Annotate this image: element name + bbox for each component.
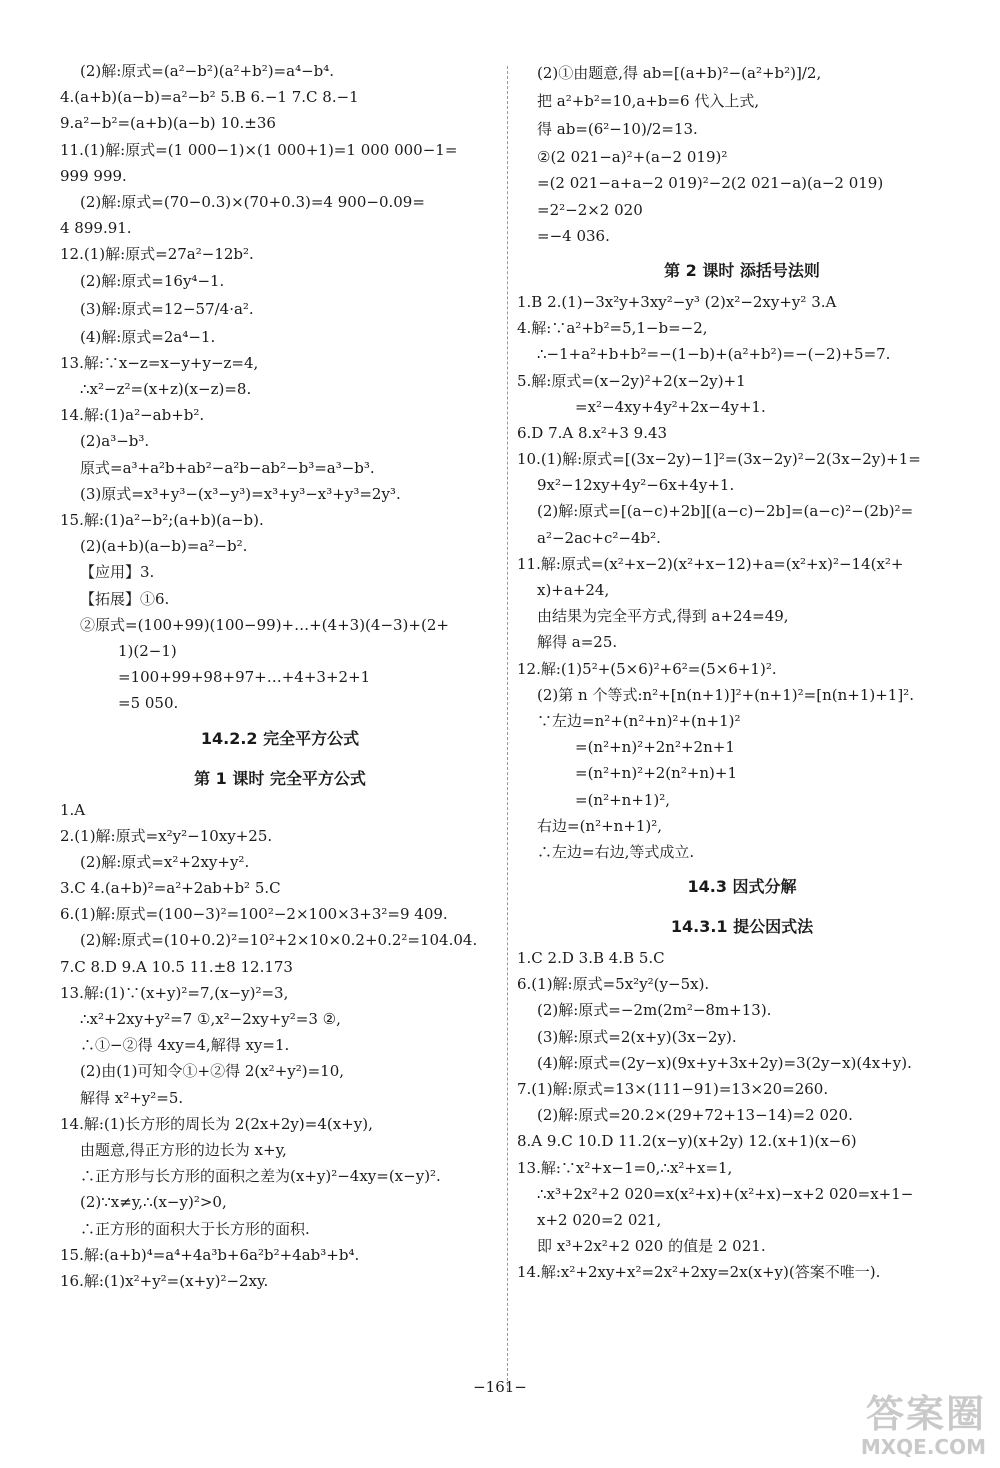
answer-line: 4.(a+b)(a−b)=a²−b² 5.B 6.−1 7.C 8.−1 bbox=[60, 88, 359, 107]
answer-line: 由结果为完全平方式,得到 a+24=49, bbox=[537, 607, 789, 626]
answer-line: (3)解:原式=2(x+y)(3x−2y). bbox=[537, 1027, 737, 1046]
answer-line: (2)∵x≠y,∴(x−y)²>0, bbox=[80, 1193, 227, 1212]
right-column bbox=[517, 58, 967, 1286]
answer-line: =2²−2×2 020 bbox=[537, 200, 643, 219]
answer-line: 16.解:(1)x²+y²=(x+y)²−2xy. bbox=[60, 1271, 269, 1290]
answer-line: 13.解:∵x²+x−1=0,∴x²+x=1, bbox=[517, 1158, 733, 1177]
answer-line: (3)解:原式=12−57/4·a². bbox=[80, 299, 254, 318]
left-column bbox=[60, 58, 500, 1294]
answer-line: ∴①−②得 4xy=4,解得 xy=1. bbox=[80, 1036, 290, 1055]
answer-line: =5 050. bbox=[118, 694, 179, 713]
answer-line: (2)解:原式=16y⁴−1. bbox=[80, 271, 225, 290]
answer-line: 15.解:(a+b)⁴=a⁴+4a³b+6a²b²+4ab³+b⁴. bbox=[60, 1245, 360, 1264]
answer-line: ②原式=(100+99)(100−99)+…+(4+3)(4−3)+(2+ bbox=[80, 615, 449, 634]
answer-line: 8.A 9.C 10.D 11.2(x−y)(x+2y) 12.(x+1)(x−6) bbox=[517, 1132, 857, 1151]
page-number: −161− bbox=[473, 1378, 527, 1396]
answer-line: 【拓展】①6. bbox=[80, 589, 170, 608]
answer-line: 4 899.91. bbox=[60, 219, 132, 238]
answer-line: ∵左边=n²+(n²+n)²+(n+1)² bbox=[537, 711, 741, 730]
answer-line: (2)解:原式=(10+0.2)²=10²+2×10×0.2+0.2²=104.04. bbox=[80, 931, 478, 950]
lesson-heading: 第 1 课时 完全平方公式 bbox=[194, 768, 366, 788]
answer-line: =100+99+98+97+…+4+3+2+1 bbox=[118, 668, 371, 687]
answer-line: (2)解:原式=[(a−c)+2b][(a−c)−2b]=(a−c)²−(2b)²= bbox=[537, 502, 914, 521]
watermark-url: MXQE.COM bbox=[860, 1435, 986, 1459]
answer-line: 6.D 7.A 8.x²+3 9.43 bbox=[517, 423, 668, 442]
answer-line: 12.解:(1)5²+(5×6)²+6²=(5×6+1)². bbox=[517, 659, 777, 678]
answer-line: ∴x²−z²=(x+z)(x−z)=8. bbox=[80, 380, 252, 399]
answer-line: ∴x²+2xy+y²=7 ①,x²−2xy+y²=3 ②, bbox=[80, 1010, 341, 1028]
answer-line: 1.A bbox=[60, 800, 86, 819]
answer-line: x+2 020=2 021, bbox=[537, 1210, 662, 1229]
answer-line: 10.(1)解:原式=[(3x−2y)−1]²=(3x−2y)²−2(3x−2y)+1= bbox=[517, 450, 921, 469]
answer-line: 9x²−12xy+4y²−6x+4y+1. bbox=[537, 476, 735, 495]
lesson-heading: 14.3.1 提公因式法 bbox=[670, 917, 814, 937]
answer-line: =(n²+n+1)², bbox=[575, 790, 671, 809]
column-divider bbox=[507, 66, 508, 1391]
answer-line: 13.解:(1)∵(x+y)²=7,(x−y)²=3, bbox=[60, 983, 289, 1002]
answer-line: 原式=a³+a²b+ab²−a²b−ab²−b³=a³−b³. bbox=[80, 458, 375, 477]
answer-line: (2)①由题意,得 ab=[(a+b)²−(a²+b²)]/2, bbox=[537, 64, 822, 82]
answer-line: 11.解:原式=(x²+x−2)(x²+x−12)+a=(x²+x)²−14(x²+ bbox=[517, 554, 904, 573]
answer-line: 999 999. bbox=[60, 166, 127, 185]
answer-line: (2)解:原式=−2m(2m²−8m+13). bbox=[537, 1001, 772, 1020]
answer-line: 解得 a=25. bbox=[537, 633, 618, 652]
answer-line: (2)由(1)可知令①+②得 2(x²+y²)=10, bbox=[80, 1062, 345, 1081]
answer-line: a²−2ac+c²−4b². bbox=[537, 528, 661, 547]
answer-line: 4.解:∵a²+b²=5,1−b=−2, bbox=[517, 319, 708, 338]
lesson-heading: 第 2 课时 添括号法则 bbox=[664, 260, 820, 280]
answer-line: 3.C 4.(a+b)²=a²+2ab+b² 5.C bbox=[60, 879, 281, 898]
answer-line: (3)原式=x³+y³−(x³−y³)=x³+y³−x³+y³=2y³. bbox=[80, 484, 401, 503]
answer-line: 得 ab=(6²−10)/2=13. bbox=[537, 120, 698, 139]
answer-line: 14.解:(1)a²−ab+b². bbox=[60, 406, 205, 425]
answer-line: ∴正方形与长方形的面积之差为(x+y)²−4xy=(x−y)². bbox=[80, 1167, 441, 1186]
answer-line: 13.解:∵x−z=x−y+y−z=4, bbox=[60, 353, 259, 372]
answer-line: ∴−1+a²+b+b²=−(1−b)+(a²+b²)=−(−2)+5=7. bbox=[537, 345, 891, 364]
answer-line: (4)解:原式=(2y−x)(9x+y+3x+2y)=3(2y−x)(4x+y). bbox=[537, 1053, 912, 1072]
answer-line: =−4 036. bbox=[537, 226, 610, 245]
answer-line: 9.a²−b²=(a+b)(a−b) 10.±36 bbox=[60, 114, 276, 133]
answer-line: 【应用】3. bbox=[80, 563, 155, 582]
answer-line: 6.(1)解:原式=(100−3)²=100²−2×100×3+3²=9 409. bbox=[60, 905, 448, 924]
section-heading: 14.2.2 完全平方公式 bbox=[200, 728, 360, 748]
answer-line: 14.解:x²+2xy+x²=2x²+2xy=2x(x+y)(答案不唯一). bbox=[517, 1263, 881, 1282]
answer-line: 6.(1)解:原式=5x²y²(y−5x). bbox=[517, 975, 710, 994]
answer-line: ∴左边=右边,等式成立. bbox=[537, 842, 695, 861]
answer-line: 即 x³+2x²+2 020 的值是 2 021. bbox=[537, 1237, 766, 1256]
answer-line: 解得 x²+y²=5. bbox=[80, 1088, 184, 1107]
answer-line: 2.(1)解:原式=x²y²−10xy+25. bbox=[60, 826, 273, 845]
answer-line: 11.(1)解:原式=(1 000−1)×(1 000+1)=1 000 000−1= bbox=[60, 140, 458, 159]
answer-line: 14.解:(1)长方形的周长为 2(2x+2y)=4(x+y), bbox=[60, 1114, 373, 1133]
answer-line: 由题意,得正方形的边长为 x+y, bbox=[80, 1140, 287, 1159]
answer-line: =x²−4xy+4y²+2x−4y+1. bbox=[575, 397, 766, 416]
answer-line: (4)解:原式=2a⁴−1. bbox=[80, 327, 216, 346]
answer-line: (2)解:原式=x²+2xy+y². bbox=[80, 852, 250, 871]
answer-line: 1)(2−1) bbox=[118, 641, 177, 660]
answer-line: ∴x³+2x²+2 020=x(x²+x)+(x²+x)−x+2 020=x+1− bbox=[537, 1184, 914, 1203]
answer-line: 1.B 2.(1)−3x²y+3xy²−y³ (2)x²−2xy+y² 3.A bbox=[517, 292, 837, 311]
answer-line: 12.(1)解:原式=27a²−12b². bbox=[60, 245, 254, 264]
answer-line: =(n²+n)²+2(n²+n)+1 bbox=[575, 764, 738, 783]
watermark-logo bbox=[796, 1392, 986, 1464]
answer-line: 7.C 8.D 9.A 10.5 11.±8 12.173 bbox=[60, 957, 293, 976]
answer-line: (2)解:原式=(70−0.3)×(70+0.3)=4 900−0.09= bbox=[80, 192, 425, 211]
answer-line: =(2 021−a+a−2 019)²−2(2 021−a)(a−2 019) bbox=[537, 174, 884, 193]
answer-line: ∴正方形的面积大于长方形的面积. bbox=[80, 1219, 310, 1238]
answer-line: (2)(a+b)(a−b)=a²−b². bbox=[80, 537, 248, 556]
answer-line: 右边=(n²+n+1)², bbox=[537, 816, 663, 835]
answer-line: (2)解:原式=20.2×(29+72+13−14)=2 020. bbox=[537, 1106, 853, 1125]
answer-line: 1.C 2.D 3.B 4.B 5.C bbox=[517, 949, 665, 968]
answer-line: x)+a+24, bbox=[537, 581, 610, 599]
answer-line: (2)a³−b³. bbox=[80, 432, 150, 451]
answer-line: 15.解:(1)a²−b²;(a+b)(a−b). bbox=[60, 511, 264, 529]
answer-line: (2)第 n 个等式:n²+[n(n+1)]²+(n+1)²=[n(n+1)+1]². bbox=[537, 685, 914, 704]
answer-line: 5.解:原式=(x−2y)²+2(x−2y)+1 bbox=[517, 371, 746, 390]
answer-line: ②(2 021−a)²+(a−2 019)² bbox=[537, 148, 728, 167]
watermark-logo-text: 答案圈 bbox=[865, 1392, 986, 1436]
answer-line: (2)解:原式=(a²−b²)(a²+b²)=a⁴−b⁴. bbox=[80, 62, 335, 80]
answer-line: 把 a²+b²=10,a+b=6 代入上式, bbox=[537, 92, 760, 110]
answer-line: =(n²+n)²+2n²+2n+1 bbox=[575, 738, 735, 757]
section-heading: 14.3 因式分解 bbox=[687, 877, 797, 897]
answer-line: 7.(1)解:原式=13×(111−91)=13×20=260. bbox=[517, 1080, 829, 1098]
